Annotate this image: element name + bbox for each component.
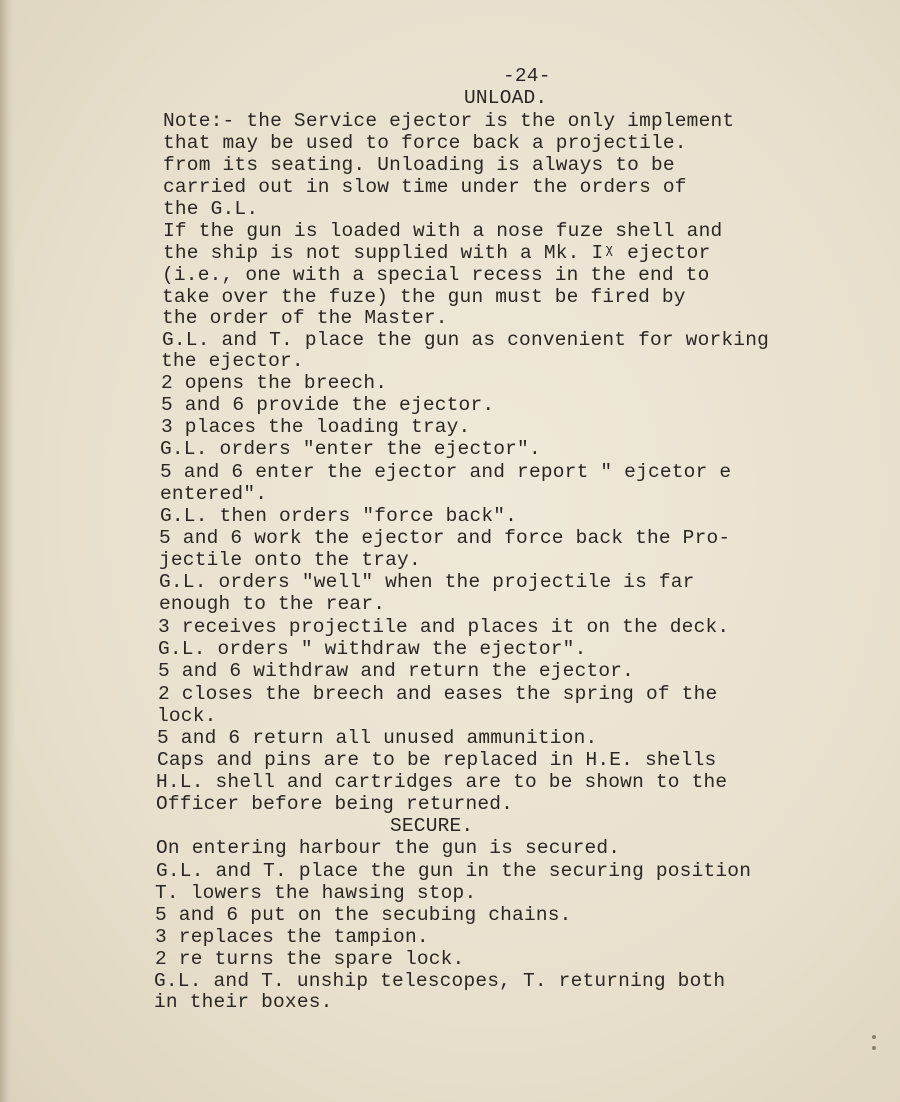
text-line: entered". [160,483,268,505]
text-line: (i.e., one with a special recess in the end to [162,264,710,286]
text-line: G.L. orders "enter the ejector". [160,438,541,460]
text-line: G.L. orders "well" when the projectile is far [159,571,695,593]
text-line: 5 and 6 withdraw and return the ejector. [158,660,635,682]
binding-hole [872,1035,876,1039]
binding-hole [872,1046,876,1050]
text-line: take over the fuze) the gun must be fired by [162,286,686,308]
text-line: H.L. shell and cartridges are to be shown to the [156,771,728,793]
text-line: the order of the Master. [162,307,448,329]
text-line: 5 and 6 enter the ejector and report " ejcetor e [160,461,732,483]
page-number: -24- [503,65,551,87]
text-line: Officer before being returned. [156,793,514,815]
section-heading-secure: SECURE. [390,815,474,837]
text-line: 2 closes the breech and eases the spring of the [158,683,718,705]
text-line: in their boxes. [154,991,333,1013]
text-line: G.L. and T. place the gun in the securing position [156,860,752,882]
text-line: 5 and 6 provide the ejector. [161,394,495,416]
text-line: Caps and pins are to be replaced in H.E. shells [157,749,717,771]
page-spine-shadow [0,0,14,1102]
text-line: the ejector. [161,350,304,372]
text-line: 3 places the loading tray. [161,416,471,438]
text-line: T. lowers the hawsing stop. [155,882,477,904]
text-line: lock. [157,705,217,727]
text-line: carried out in slow time under the orders of [163,176,687,198]
text-line: 3 replaces the tampion. [155,926,429,948]
text-line: On entering harbour the gun is secured. [156,837,621,859]
text-line: 2 re turns the spare lock. [155,948,465,970]
text-line: from its seating. Unloading is always to be [163,154,675,176]
text-line: G.L. and T. unship telescopes, T. returning both [154,970,726,992]
text-line: 2 opens the breech. [161,372,388,394]
text-line: the G.L. [163,198,259,220]
text-line: G.L. then orders "force back". [160,505,518,527]
text-line: jectile onto the tray. [159,549,421,571]
text-line: that may be used to force back a projectile. [163,132,687,154]
text-line: 3 receives projectile and places it on the deck. [158,616,730,638]
section-heading-unload: UNLOAD. [464,87,548,109]
text-line: Note:- the Service ejector is the only implement [163,110,735,132]
text-line: 5 and 6 put on the secubing chains. [155,904,572,926]
text-line: enough to the rear. [159,593,386,615]
text-line: If the gun is loaded with a nose fuze shell and [163,220,723,242]
text-line: 5 and 6 return all unused ammunition. [157,727,598,749]
text-line: 5 and 6 work the ejector and force back the Pro- [159,527,731,549]
text-line: G.L. and T. place the gun as convenient for working [162,329,769,351]
text-line: G.L. orders " withdraw the ejector". [158,638,587,660]
text-line: the ship is not supplied with a Mk. Iᵡ ejector [163,242,711,264]
